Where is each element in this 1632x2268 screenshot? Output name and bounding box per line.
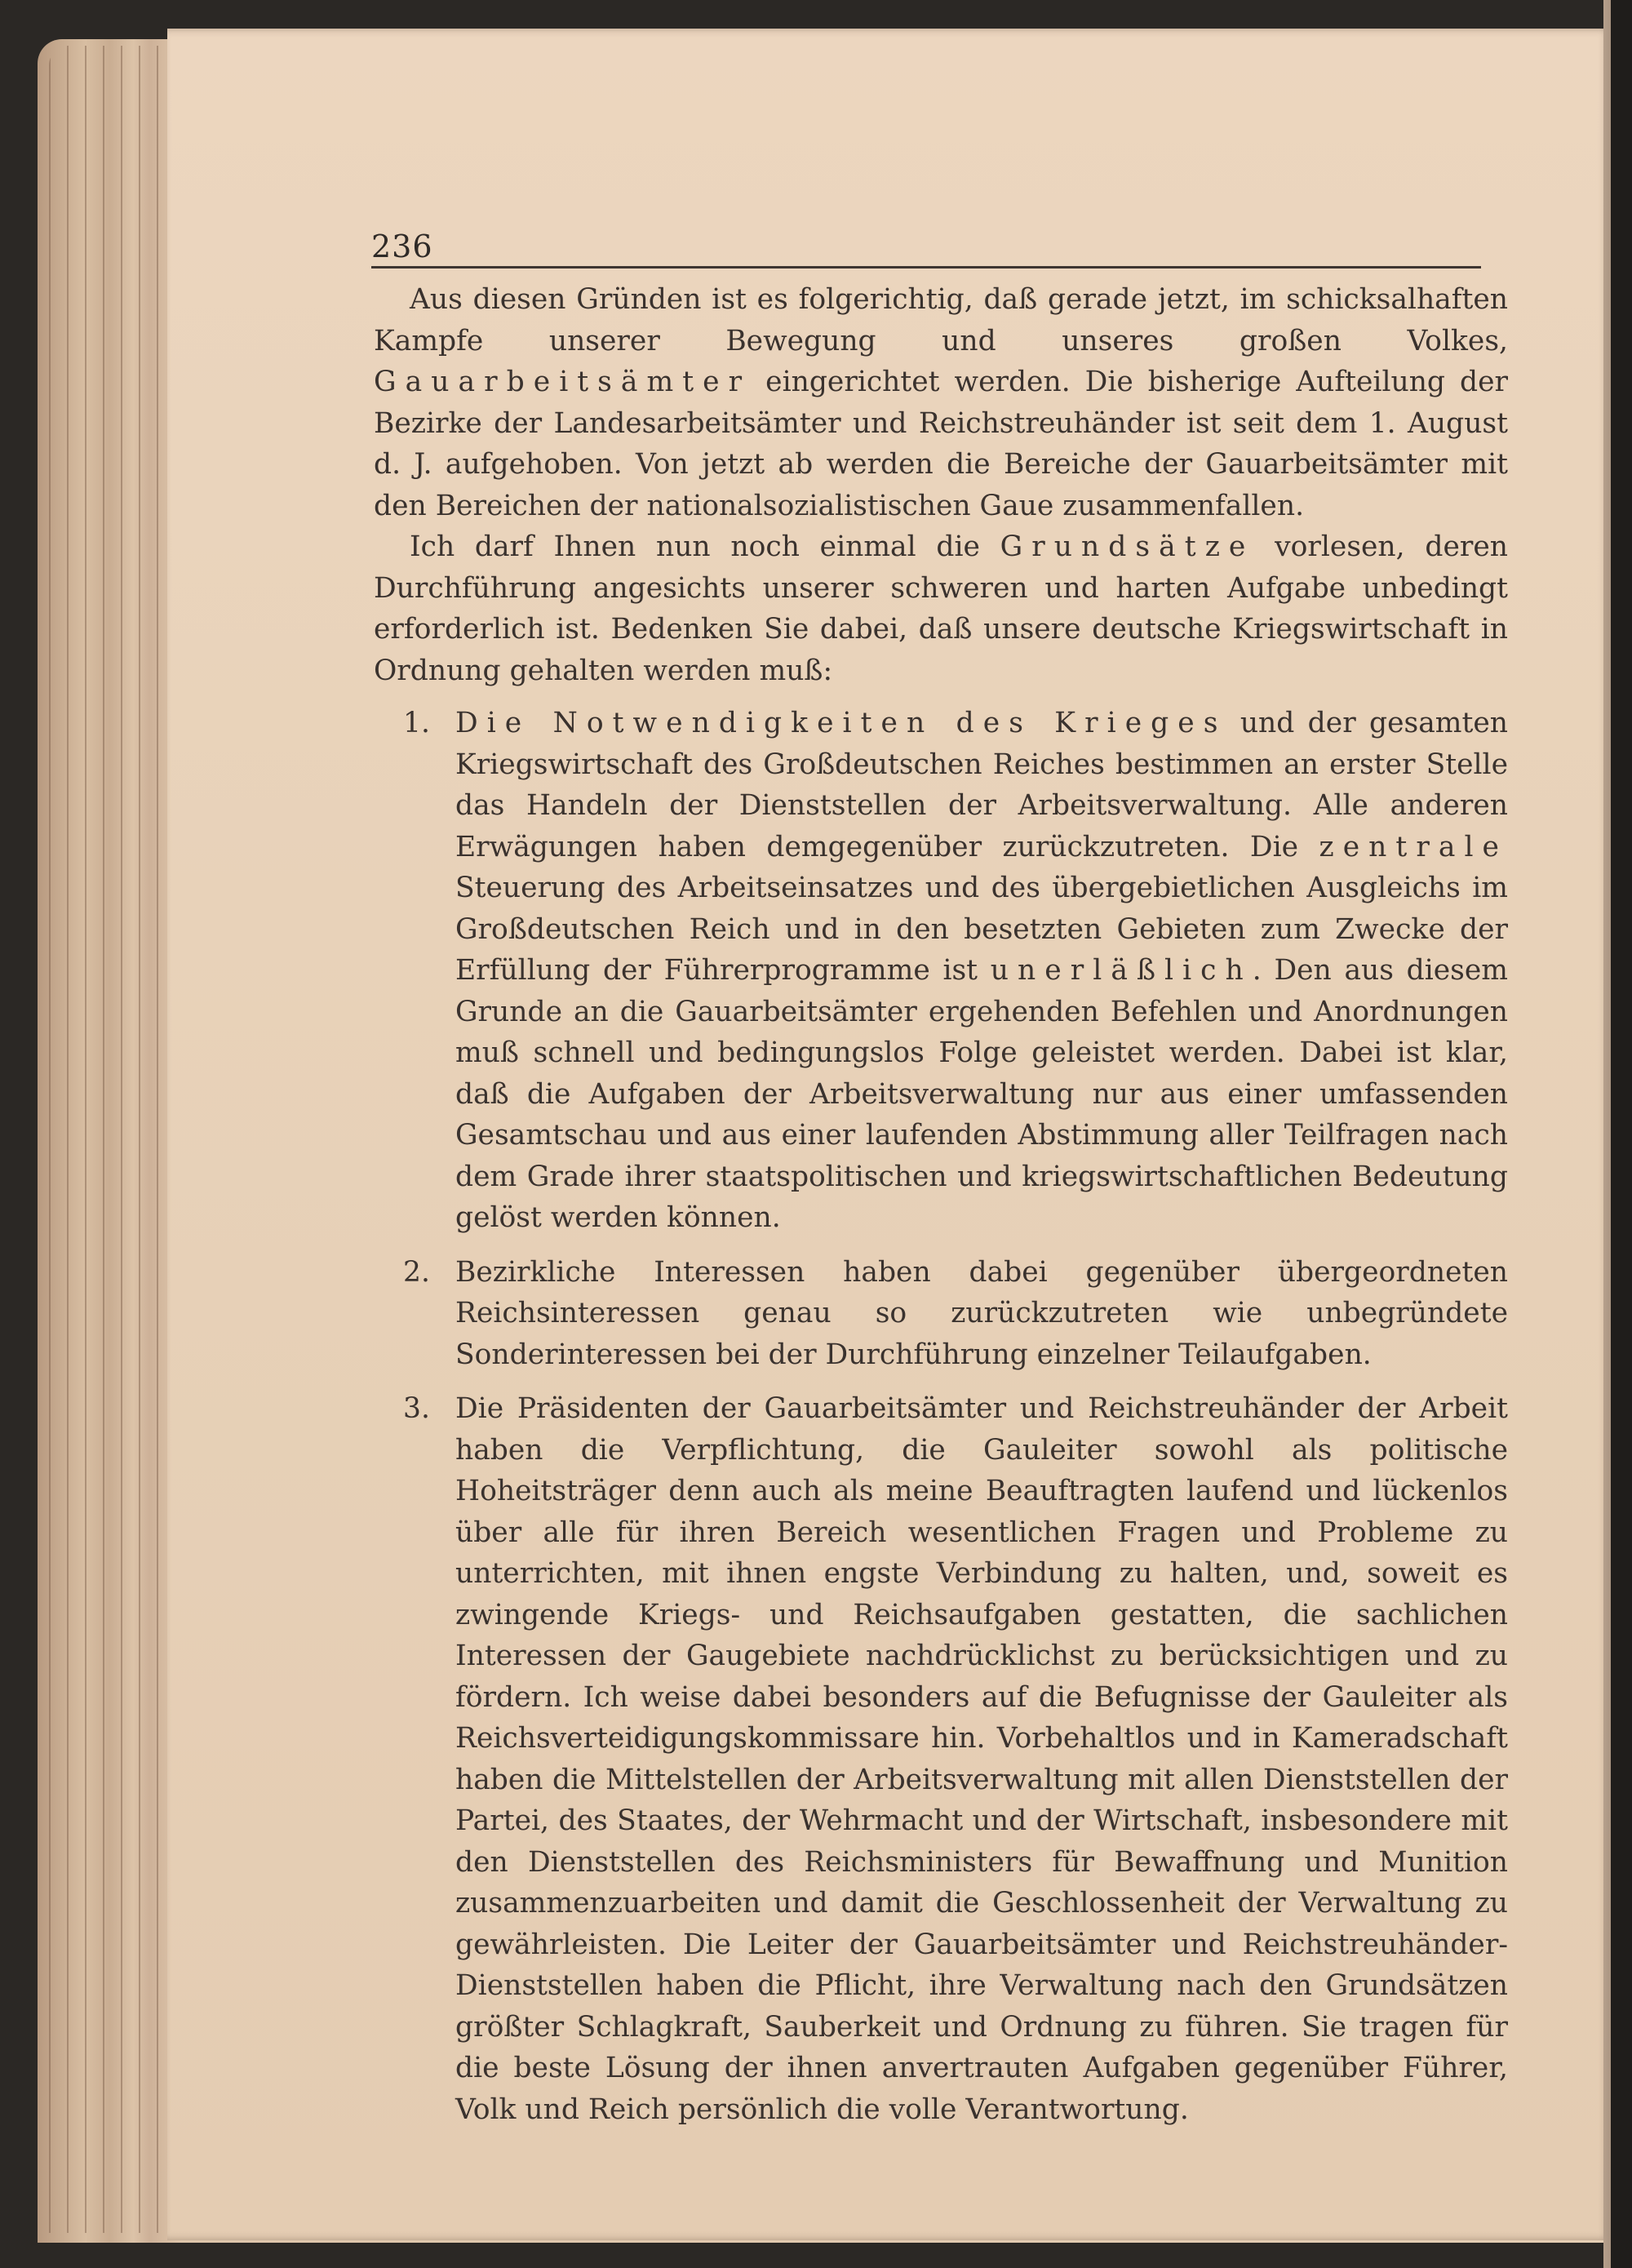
emphasized-term: zentrale (1319, 830, 1508, 863)
emphasized-term: Grundsätze (1000, 530, 1255, 563)
paragraph-text: Aus diesen Gründen ist es folgerichtig, daß gerade jetzt, im schicksalhaften Kampfe unserer Bewegung und unseres großen Volkes, (374, 283, 1508, 357)
paragraph-text: vorlesen, deren Durchführung angesichts unserer schweren und harten Aufgabe unbedingt erforderlich ist. Bedenken Sie dabei, daß unsere deutsche Kriegswirtschaft in Ordnung gehalten werden muß: (374, 530, 1508, 687)
list-text: und der gesamten Kriegswirtschaft des Großdeutschen Reiches bestimmen an erster Stelle das Handeln der Dienststellen der Arbeitsverwaltung. Alle anderen Erwägungen haben demgegenüber zurückzutreten. Die (455, 707, 1508, 863)
list-number: 3. (403, 1392, 430, 1425)
list-item (374, 1388, 1508, 2130)
list-item (374, 1252, 1508, 1376)
page-header (371, 229, 1481, 269)
paragraph-text: Ich darf Ihnen nun noch einmal die (410, 530, 1000, 563)
list-number: 2. (403, 1255, 430, 1289)
emphasized-term: Gauarbeitsämter (374, 366, 752, 398)
list-text: Die Präsidenten der Gauarbeitsämter und Reichstreuhänder der Arbeit haben die Verpflichtung, die Gauleiter sowohl als politische Hoheitsträger denn auch als meine Beauftragten laufend und lückenlos über alle für ihren Bereich wesentlichen Fragen und Probleme zu unterrichten, mit ihnen engste Verbindung zu halten, und, soweit es zwingende Kriegs- und Reichsaufgaben gestatten, die sachlichen Interessen der Gaugebiete nachdrücklichst zu berücksichtigen und zu fördern. Ich weise dabei besonders auf die Befugnisse der Gauleiter als Reichsverteidigungskommissare hin. Vorbehaltlos und in Kameradschaft haben die Mittelstellen der Arbeitsverwaltung mit allen Dienststellen der Partei, des Staates, der Wehrmacht und der Wirtschaft, insbesondere mit den Dienststellen des Reichsministers für Bewaffnung und Munition zusammenzuarbeiten und damit die Geschlossenheit der Verwaltung zu gewährleisten. Die Leiter der Gauarbeitsämter und Reichstreuhänder-Dienststellen haben die Pflicht, ihre Verwaltung nach den Grundsätzen größter Schlagkraft, Sauberkeit und Ordnung zu führen. Sie tragen für die beste Lösung der ihnen anvertrauten Aufgaben gegenüber Führer, Volk und Reich persönlich die volle Verantwortung. (455, 1392, 1508, 2126)
principles-list (374, 703, 1508, 2130)
list-item (374, 703, 1508, 1239)
scanner-border (1611, 0, 1632, 2268)
paragraph-text: eingerichtet werden. Die bisherige Aufteilung der Bezirke der Landesarbeitsämter und Reichstreuhänder ist seit dem 1. August d. J. aufgehoben. Von jetzt ab werden die Bereiche der Gauarbeitsämter mit den Bereichen der nationalsozialistischen Gaue zusammenfallen. (374, 366, 1508, 522)
page-body (374, 279, 1508, 2143)
list-text: . Den aus diesem Grunde an die Gauarbeitsämter ergehenden Befehlen und Anordnungen muß schnell und bedingungslos Folge geleistet werden. Dabei ist klar, daß die Aufgaben der Arbeitsverwaltung nur aus einer umfassenden Gesamtschau und aus einer laufenden Abstimmung aller Teilfragen nach dem Grade ihrer staatspolitischen und kriegswirtschaftlichen Bedeutung gelöst werden können. (455, 954, 1509, 1234)
page-number: 236 (371, 229, 433, 264)
list-text: Steuerung des Arbeitseinsatzes und des übergebietlichen Ausgleichs im Großdeutschen Reich und in den besetzten Gebieten zum Zwecke der Erfüllung der Führerprogramme ist (455, 872, 1508, 987)
list-number: 1. (403, 707, 430, 739)
page-edge-lines (49, 46, 180, 2233)
emphasized-term: Die Notwendigkeiten des Krieges (455, 707, 1227, 739)
paragraph-intro (374, 279, 1508, 526)
paragraph-principles (374, 526, 1508, 691)
list-text: Bezirkliche Interessen haben dabei gegenüber übergeordneten Reichsinteressen genau so zurückzutreten wie unbegründete Sonderinteressen bei der Durchführung einzelner Teilaufgaben. (455, 1255, 1508, 1371)
emphasized-term: unerläßlich (990, 954, 1253, 987)
